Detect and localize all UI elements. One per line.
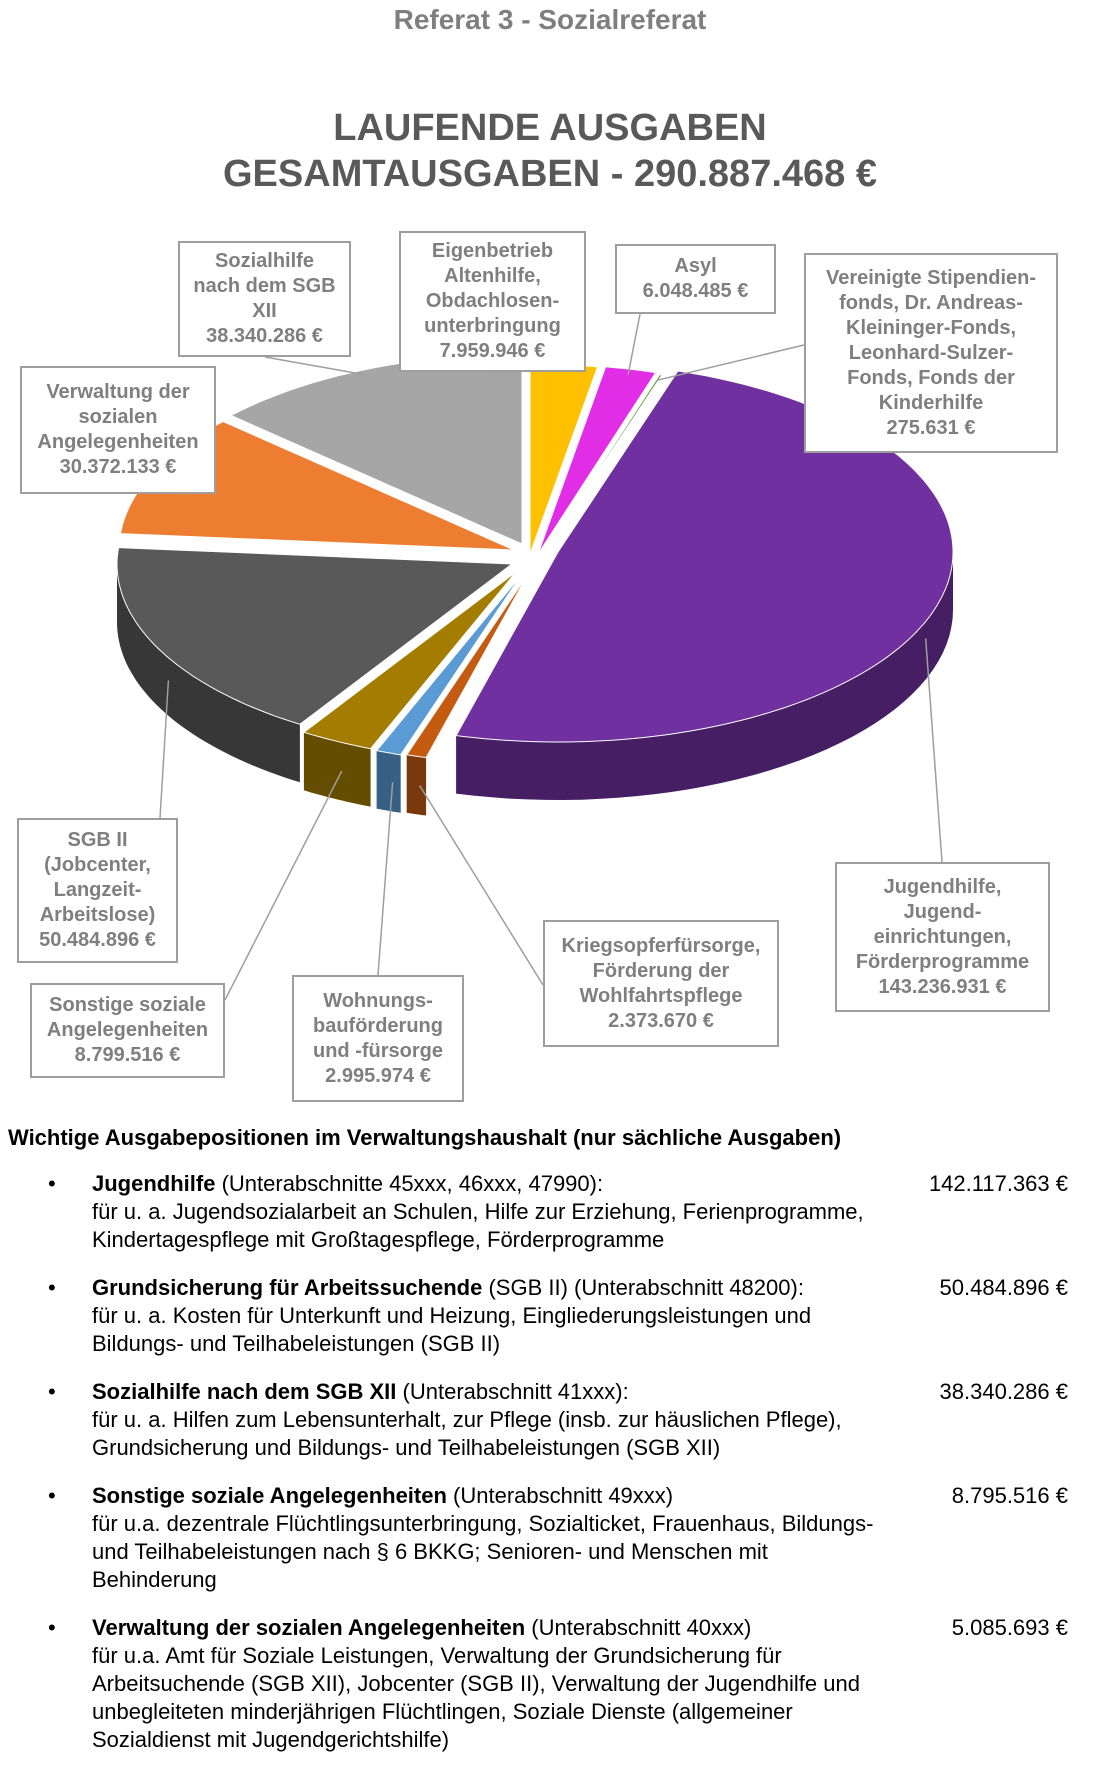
callout-line: Angelegenheiten — [46, 1019, 209, 1041]
expenditure-item — [0, 1378, 1100, 1462]
expenditure-reference: (Unterabschnitte 45xxx, 46xxx, 47990): — [215, 1171, 604, 1196]
expenditure-description: für u. a. Hilfen zum Lebensunterhalt, zur Pflege (insb. zur häuslichen Pflege), Grundsicherung und Bildungs- und Teilhabeleistungen (SGB XII) — [92, 1407, 842, 1460]
leader-line-jugendhilfe — [926, 639, 942, 862]
callout-line: Förderung der — [592, 959, 730, 982]
callout-line: Vereinigte Stipendien- — [825, 266, 1037, 289]
callout-line: Obdachlosen- — [425, 290, 560, 312]
callout-line: 6.048.485 € — [642, 280, 749, 302]
expenditure-text — [92, 1378, 882, 1462]
callout-line: XII — [252, 300, 277, 322]
leader-line-stipendien — [657, 345, 804, 380]
section-heading: Wichtige Ausgabepositionen im Verwaltungshaushalt (nur sächliche Ausgaben) — [8, 1125, 842, 1150]
leader-line-asyl — [628, 314, 640, 375]
expenditure-text — [92, 1170, 882, 1254]
callout-line: fonds, Dr. Andreas- — [839, 291, 1023, 314]
expenditure-amount: 5.085.693 € — [951, 1615, 1068, 1640]
expenditure-description: für u.a. dezentrale Flüchtlingsunterbringung, Sozialticket, Frauenhaus, Bildungs- und Teilhabeleistungen nach § 6 BKKG; Senioren- und Menschen mit Behinderung — [92, 1511, 874, 1592]
bullet-icon: • — [48, 1275, 56, 1300]
expenditure-reference: (Unterabschnitt 41xxx): — [396, 1379, 629, 1404]
chart-title-line2: GESAMTAUSGABEN - 290.887.468 € — [223, 153, 877, 195]
callout-line: SGB II — [67, 829, 128, 851]
expenditure-description: für u.a. Amt für Soziale Leistungen, Verwaltung der Grundsicherung für Arbeitsuchende (SGB XII), Jobcenter (SGB II), Verwaltung der Jugendhilfe und unbegleiteten minderjährigen Flüchtlingen, Soziale Dienste (allgemeiner Sozialdienst mit Jugendgerichtshilfe) — [92, 1643, 860, 1752]
expenditure-item — [0, 1614, 1100, 1754]
page-header: Referat 3 - Sozialreferat — [393, 4, 707, 35]
expenditure-reference: (Unterabschnitt 49xxx) — [446, 1483, 674, 1508]
pie-side-wohnungsbau — [377, 751, 401, 813]
callout-line: 2.995.974 € — [325, 1064, 431, 1087]
callout-line: 2.373.670 € — [608, 1009, 714, 1032]
expenditure-title: Jugendhilfe — [92, 1171, 216, 1196]
callout-sgb2 — [17, 818, 178, 963]
callout-line: Langzeit- — [53, 879, 142, 901]
callout-line: Jugend- — [903, 900, 982, 923]
callout-line: Verwaltung der — [46, 381, 190, 403]
expenditure-item — [0, 1482, 1100, 1594]
expenditure-reference: (SGB II) (Unterabschnitt 48200): — [482, 1275, 804, 1300]
callout-line: 30.372.133 € — [59, 456, 177, 478]
expenditure-item — [0, 1274, 1100, 1358]
chart-title-line1: LAUFENDE AUSGABEN — [333, 107, 767, 149]
leader-line-sonstige — [225, 771, 342, 1000]
callout-sgb12 — [178, 241, 351, 357]
bullet-icon: • — [48, 1615, 56, 1640]
callout-line: Leonhard-Sulzer- — [848, 341, 1014, 364]
bullet-icon: • — [48, 1379, 56, 1404]
callout-line: Wohnungs- — [323, 989, 433, 1012]
callout-line: und -fürsorge — [313, 1039, 443, 1062]
expenditure-text — [92, 1482, 882, 1594]
leader-line-sgb12 — [265, 357, 368, 375]
callout-asyl — [615, 244, 776, 314]
callout-kriegsopfer — [543, 920, 779, 1047]
leader-line-wohnungsbau — [378, 782, 393, 975]
callout-line: Kinderhilfe — [878, 391, 984, 414]
expenditure-amount: 38.340.286 € — [939, 1379, 1068, 1404]
callout-line: Asyl — [674, 255, 717, 277]
callout-line: Arbeitslose) — [39, 904, 156, 926]
callout-line: Förderprogramme — [855, 950, 1030, 973]
expenditure-description: für u. a. Kosten für Unterkunft und Heizung, Eingliederungsleistungen und Bildungs- und Teilhabeleistungen (SGB II) — [92, 1303, 812, 1356]
expenditure-amount: 50.484.896 € — [939, 1275, 1068, 1300]
callout-line: (Jobcenter, — [44, 854, 151, 876]
callout-line: 143.236.931 € — [878, 975, 1007, 998]
callout-line: Angelegenheiten — [37, 431, 199, 453]
callout-sonstige — [30, 983, 225, 1078]
expenditure-title: Sozialhilfe nach dem SGB XII — [92, 1379, 397, 1404]
callout-wohnungsbau — [292, 975, 464, 1102]
callout-line: unterbringung — [424, 315, 561, 337]
callout-line: 275.631 € — [886, 416, 976, 439]
callout-line: Sozialhilfe — [215, 250, 314, 272]
callout-line: einrichtungen, — [873, 925, 1012, 948]
bullet-icon: • — [48, 1483, 56, 1508]
expenditure-title: Grundsicherung für Arbeitssuchende — [92, 1275, 483, 1300]
expenditure-text — [92, 1614, 882, 1754]
expenditure-reference: (Unterabschnitt 40xxx) — [525, 1615, 752, 1640]
expenditure-title: Verwaltung der sozialen Angelegenheiten — [92, 1615, 526, 1640]
callout-line: nach dem SGB — [193, 275, 336, 297]
expenditure-amount: 8.795.516 € — [951, 1483, 1068, 1508]
callout-eigenbetrieb — [399, 231, 586, 372]
callout-stipendien — [804, 253, 1058, 453]
callout-line: Eigenbetrieb — [431, 240, 554, 262]
expenditure-text — [92, 1274, 882, 1358]
callout-line: sozialen — [78, 406, 158, 428]
expenditure-amount: 142.117.363 € — [928, 1171, 1068, 1196]
expenditure-list — [0, 1170, 1100, 1774]
callout-jugendhilfe — [835, 862, 1050, 1012]
leader-line-kriegsopfer — [420, 786, 543, 985]
callout-line: Altenhilfe, — [444, 265, 541, 287]
expenditure-item — [0, 1170, 1100, 1254]
bullet-icon: • — [48, 1171, 56, 1196]
callout-line: Kleininger-Fonds, — [846, 316, 1016, 339]
pie-side-kriegsopfer — [407, 755, 426, 816]
callout-verwaltung — [20, 366, 216, 494]
callout-line: Kriegsopferfürsorge, — [561, 934, 761, 957]
expenditure-title: Sonstige soziale Angelegenheiten — [92, 1483, 447, 1508]
callout-line: Sonstige soziale — [49, 994, 206, 1016]
callout-line: bauförderung — [313, 1014, 443, 1037]
expenditure-description: für u. a. Jugendsozialarbeit an Schulen, Hilfe zur Erziehung, Ferienprogramme, Kindertagespflege mit Großtagespflege, Förderprogramme — [92, 1199, 864, 1252]
callout-line: Wohlfahrtspflege — [579, 984, 743, 1007]
callout-line: Fonds, Fonds der — [847, 366, 1015, 389]
callout-line: 7.959.946 € — [439, 340, 546, 362]
callout-line: Jugendhilfe, — [883, 875, 1002, 898]
callout-line: 50.484.896 € — [39, 929, 156, 951]
callout-line: 38.340.286 € — [206, 325, 323, 347]
callout-line: 8.799.516 € — [74, 1044, 181, 1066]
